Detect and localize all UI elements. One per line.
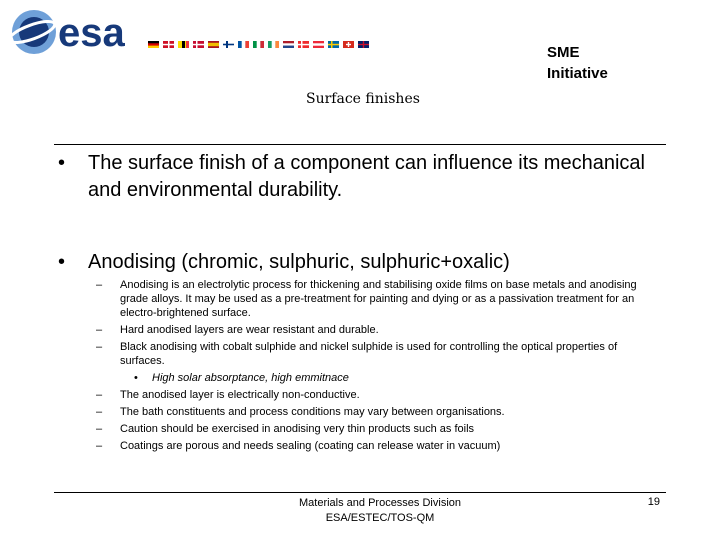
esa-logo: [10, 6, 370, 58]
sub-bullet-item: [96, 340, 656, 368]
footer: [230, 496, 530, 526]
sub-bullet-text: Caution should be exercised in anodising very thin products such as foils: [120, 423, 475, 435]
sub-bullet-text: Anodising is an electrolytic process for thickening and stabilising oxide films on base metals and anodising grade alloys. It may be used as a pre-treatment for painting and dying or as a passivation treatment for an electro-brightened surface.: [120, 279, 637, 319]
sub-bullet-marker: –: [96, 324, 103, 336]
sub-bullet-marker: –: [96, 423, 103, 435]
bullet-item: [58, 249, 678, 276]
slide-title: Surface finishes: [306, 91, 420, 107]
sub-bullet-item: [96, 323, 656, 337]
bullet-text: The surface finish of a component can influence its mechanical and environmental durability.: [88, 152, 645, 201]
sub-bullet-item: [96, 405, 656, 419]
sub-bullet-text: The anodised layer is electrically non-conductive.: [120, 389, 360, 401]
nested-bullet-marker: •: [134, 372, 138, 384]
top-divider: [54, 144, 666, 145]
sub-bullet-list: [96, 278, 656, 456]
sub-bullet-marker: –: [96, 279, 103, 291]
sme-initiative-label: [547, 42, 608, 84]
sub-bullet-text: Hard anodised layers are wear resistant and durable.: [120, 324, 379, 336]
bullet-marker: •: [58, 152, 66, 174]
sub-bullet-item: [96, 422, 656, 436]
sub-bullet-item: [96, 439, 656, 453]
sub-bullet-marker: –: [96, 406, 103, 418]
bullet-text: Anodising (chromic, sulphuric, sulphuric+oxalic): [88, 251, 510, 273]
esa-logo-graphic: [10, 6, 370, 58]
nested-bullet-text: High solar absorptance, high emmitnace: [152, 372, 349, 384]
member-flags: [148, 41, 369, 48]
sub-bullet-text: Black anodising with cobalt sulphide and nickel sulphide is used for controlling the optical properties of surfaces.: [120, 341, 618, 367]
page-number: 19: [647, 496, 660, 508]
sub-bullet-item: [96, 388, 656, 402]
esa-logo-text: esa: [58, 11, 125, 55]
sub-bullet-item: [96, 278, 656, 320]
footer-department: ESA/ESTEC/TOS-QM: [325, 512, 435, 524]
footer-division: Materials and Processes Division: [298, 497, 461, 509]
sub-bullet-text: The bath constituents and process conditions may vary between organisations.: [120, 406, 505, 418]
bullet-item: [58, 150, 678, 204]
sub-bullet-marker: –: [96, 341, 103, 353]
bullet-marker: •: [58, 251, 66, 273]
nested-bullet-item: [96, 371, 656, 385]
sme-line2: Initiative: [547, 65, 608, 82]
sub-bullet-marker: –: [96, 440, 103, 452]
bottom-divider: [54, 492, 666, 493]
sub-bullet-marker: –: [96, 389, 103, 401]
sme-line1: SME: [547, 44, 580, 61]
sub-bullet-text: Coatings are porous and needs sealing (coating can release water in vacuum): [120, 440, 501, 452]
